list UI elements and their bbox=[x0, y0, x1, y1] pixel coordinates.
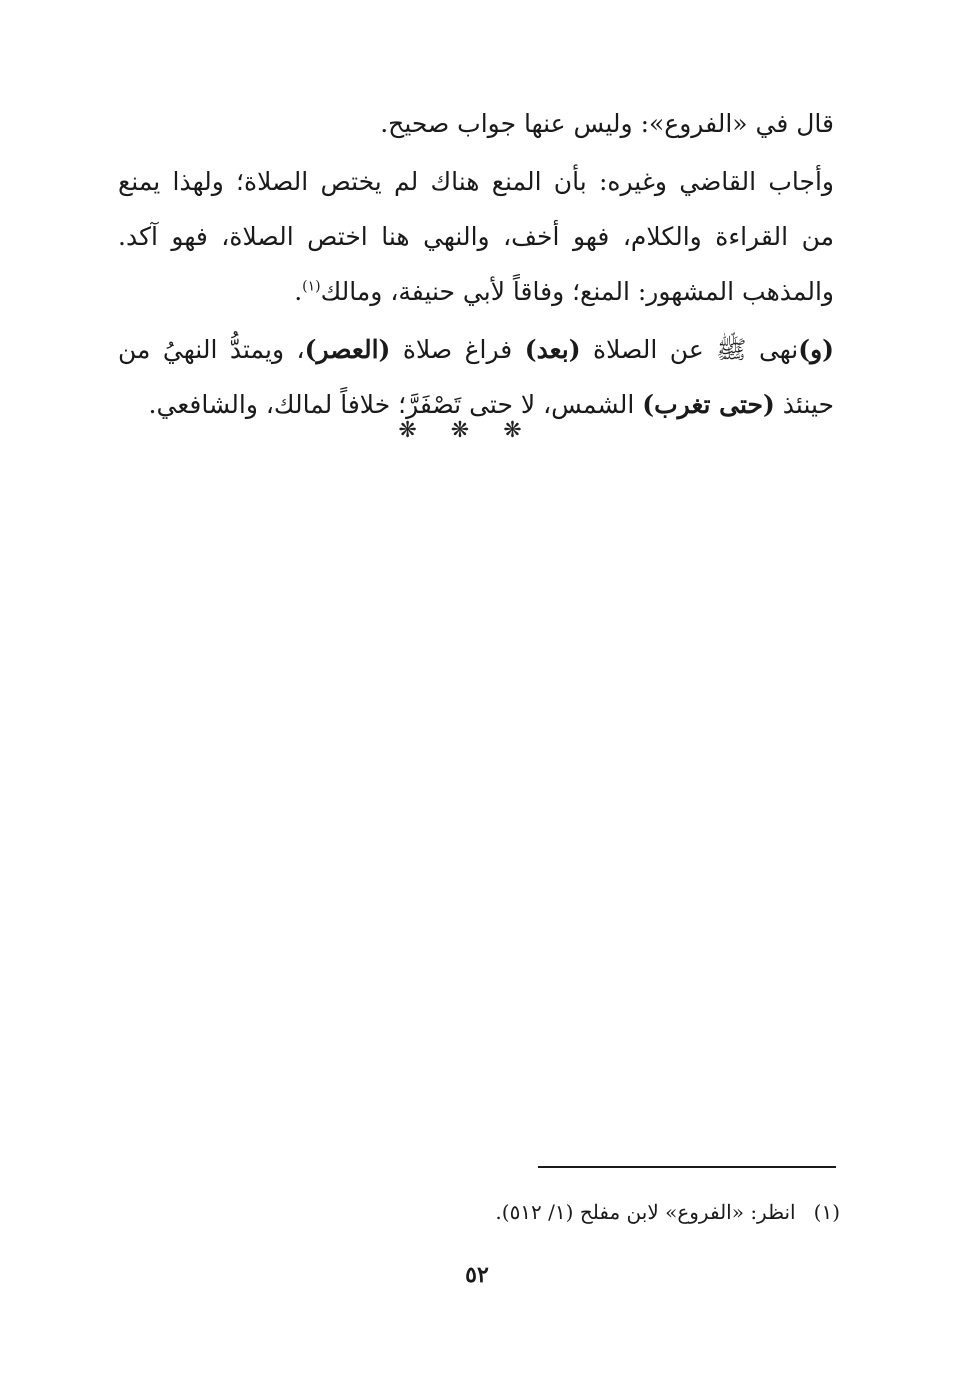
paragraph-2-line-1: وأجاب القاضي وغيره: بأن المنع هناك لم يختص الصلاة؛ ولهذا يمنع bbox=[118, 167, 834, 196]
paragraph-3 bbox=[118, 322, 834, 432]
paragraph-3-text-c: ، ويمتدُّ النهيُ من bbox=[118, 335, 305, 364]
matn-asr: (العصر) bbox=[304, 335, 391, 364]
section-separator: ❋❋❋ bbox=[398, 418, 556, 443]
footnote bbox=[300, 1196, 840, 1228]
footnote-number: (١) bbox=[813, 1200, 840, 1224]
paragraph-1-line-1: قال في «الفروع»: وليس عنها جواب صحيح. bbox=[380, 109, 834, 138]
footnote-text: انظر: «الفروع» لابن مفلح (١/ ٥١٢). bbox=[495, 1200, 796, 1224]
matn-after: (بعد) bbox=[524, 335, 581, 364]
page-number: ٥٢ bbox=[465, 1262, 489, 1288]
paragraph-2-line-3-end: . bbox=[294, 277, 303, 306]
footnote-reference[interactable]: (١) bbox=[302, 278, 321, 295]
paragraph-3-line-1 bbox=[118, 322, 834, 377]
paragraph-3-text-a: نهى ﷺ عن الصلاة bbox=[580, 335, 799, 364]
main-text bbox=[118, 96, 834, 432]
footnote-divider bbox=[538, 1166, 836, 1168]
paragraph-2-line-3-text: والمذهب المشهور: المنع؛ وفاقاً لأبي حنيفة، ومالك bbox=[320, 277, 834, 306]
paragraph-2 bbox=[118, 154, 834, 319]
paragraph-1 bbox=[118, 96, 834, 151]
matn-waw: (و) bbox=[798, 335, 834, 364]
paragraph-2-line-2: من القراءة والكلام، فهو أخف، والنهي هنا اختص الصلاة، فهو آكد. bbox=[118, 222, 834, 251]
paragraph-3-text-e: الشمس، لا حتى تَصْفَرَّ؛ خلافاً لمالك، والشافعي. bbox=[148, 390, 643, 419]
paragraph-3-text-d: حينئذ bbox=[774, 390, 834, 419]
paragraph-3-text-b: فراغ صلاة bbox=[390, 335, 525, 364]
matn-until-sunset: (حتى تغرب) bbox=[642, 390, 775, 419]
paragraph-2-line-3 bbox=[118, 264, 834, 319]
